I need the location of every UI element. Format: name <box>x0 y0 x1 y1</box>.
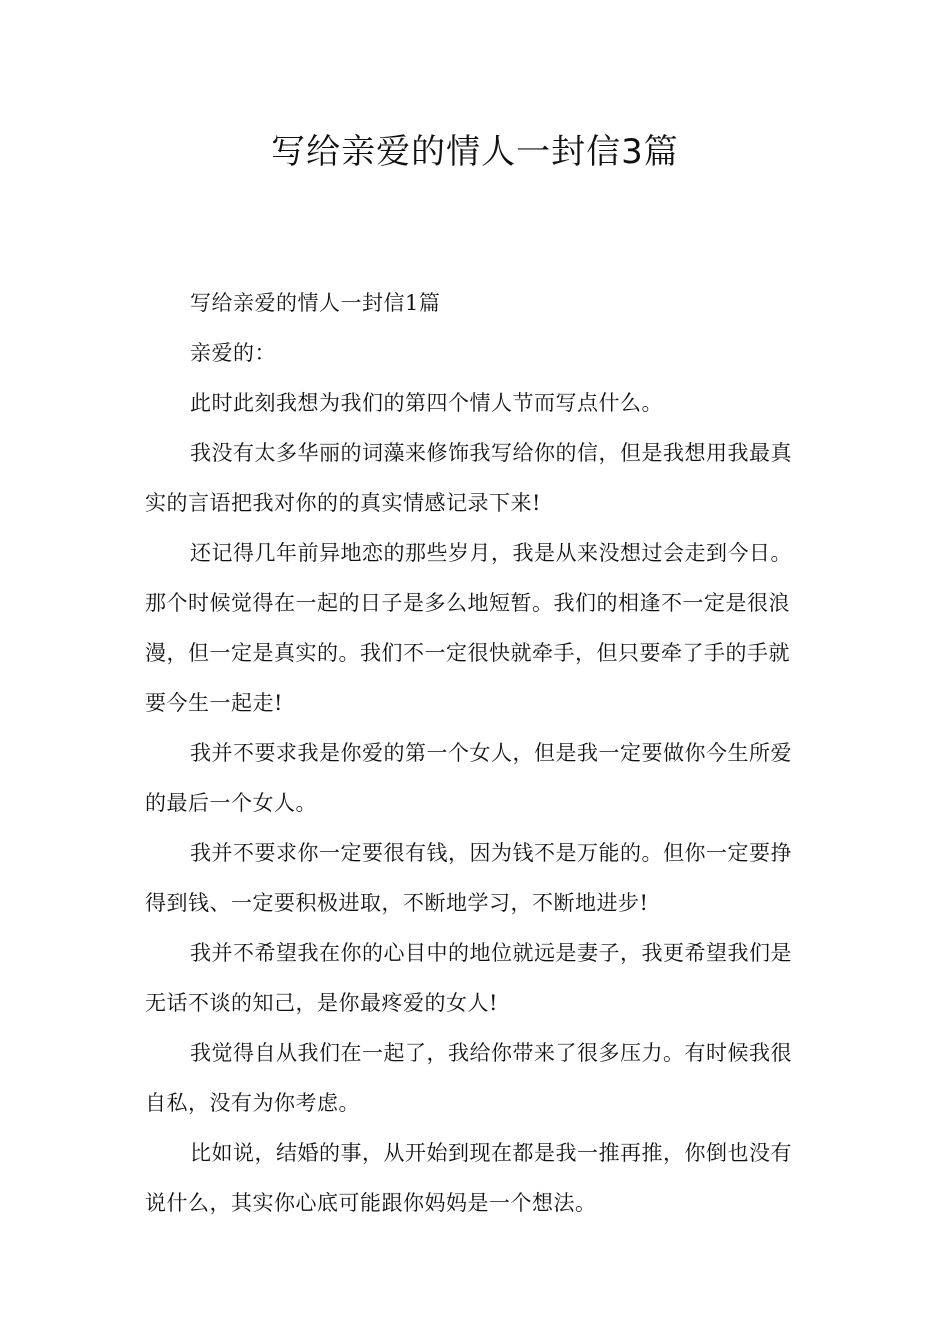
paragraph: 我觉得自从我们在一起了，我给你带来了很多压力。有时候我很自私，没有为你考虑。 <box>145 1041 792 1115</box>
paragraph: 我没有太多华丽的词藻来修饰我写给你的信，但是我想用我最真实的言语把我对你的的真实情感记录下来! <box>145 441 792 515</box>
document-body <box>145 278 807 1228</box>
paragraph: 我并不希望我在你的心目中的地位就远是妻子，我更希望我们是无话不谈的知己，是你最疼爱的女人! <box>145 941 792 1015</box>
paragraph: 我并不要求你一定要很有钱，因为钱不是万能的。但你一定要挣得到钱、一定要积极进取，不断地学习，不断地进步! <box>145 841 792 915</box>
paragraph-salutation: 亲爱的： <box>190 341 276 365</box>
document-title: 写给亲爱的情人一封信3篇 <box>271 132 679 172</box>
paragraph: 还记得几年前异地恋的那些岁月，我是从来没想过会走到今日。那个时候觉得在一起的日子是多么地短暂。我们的相逢不一定是很浪漫，但一定是真实的。我们不一定很快就牵手，但只要牵了手的手就要今生一起走! <box>145 541 792 715</box>
paragraph: 我并不要求我是你爱的第一个女人，但是我一定要做你今生所爱的最后一个女人。 <box>145 741 792 815</box>
paragraph: 此时此刻我想为我们的第四个情人节而写点什么。 <box>190 391 663 415</box>
paragraph: 比如说，结婚的事，从开始到现在都是我一推再推，你倒也没有说什么，其实你心底可能跟你妈妈是一个想法。 <box>145 1141 792 1215</box>
paragraph-subtitle: 写给亲爱的情人一封信1篇 <box>190 291 441 315</box>
